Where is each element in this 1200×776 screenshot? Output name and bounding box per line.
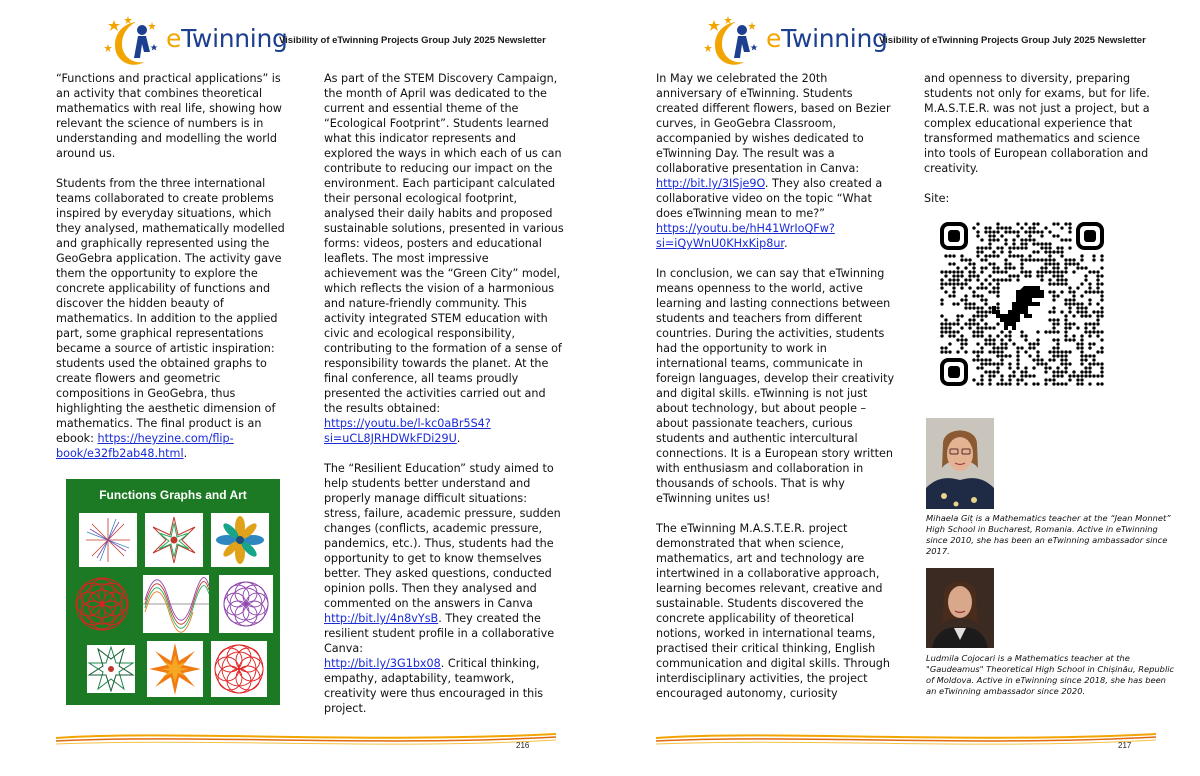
page-header xyxy=(702,12,1182,68)
graph-art-tile xyxy=(145,513,203,567)
paragraph-functions-intro: “Functions and practical applications” is an activity that combines theoretical mathematics with real life, showing how relevant the science of numbers is in understanding and modelling the world around us. xyxy=(56,72,282,160)
graph-art-tile xyxy=(83,641,139,697)
project-site-qr-code[interactable] xyxy=(940,222,1104,386)
right-column-1 xyxy=(656,71,896,716)
qr-finder-center xyxy=(1084,230,1096,242)
paragraph-functions-activity: Students from the three international teams collaborated to create problems inspired by everyday situations, which they analysed, mathematically modelled and graphically represented using the GeoGebra application. The activity gave them the opportunity to explore the concrete applicability of functions and discover the hidden beauty of mathematics. In addition to the applied part, some graphical representations became a source of artistic inspiration: students used the obtained graphs to create flowers and geometric compositions in GeoGebra, thus highlighting the aesthetic dimension of mathematics. The final product is an ebook: https://heyzine.com/flip-book/e32fb2ab48.html. xyxy=(56,177,285,460)
paragraph-conclusion: In conclusion, we can say that eTwinning means openness to the world, active learning and lasting connections between students and teachers from different countries. During the activities, students had the opportunity to work in international teams, communicate in foreign languages, develop their creativity and digital skills. eTwinning is not just about technology, but about people – about passionate teachers, curious students and authentic intercultural connections. It is a European story written with enthusiasm and collaboration in thousands of schools. That is why eTwinning unites us! xyxy=(656,267,895,505)
graph-art-tile xyxy=(211,641,267,697)
canva-answers-link[interactable]: http://bit.ly/4n8vYsB xyxy=(324,612,439,625)
author-caption-mihaela: Mihaela Giț is a Mathematics teacher at the “Jean Monnet” High School in Bucharest, Romania. Active in eTwinning since 2010, she has been an eTwinning ambassador since 2017. xyxy=(926,513,1171,556)
author-photo-ludmila xyxy=(926,568,994,648)
footer-decoration xyxy=(656,728,1156,750)
author-caption-ludmila: Ludmila Cojocari is a Mathematics teacher at the "Gaudeamus" Theoretical High School in Chișinău, Republic of Moldova. Active in eTwinning since 2018, she has been an eTwinning ambassador since 2020. xyxy=(926,653,1175,696)
paragraph-stem-discovery: As part of the STEM Discovery Campaign, the month of April was dedicated to the current and essential theme of the “Ecological Footprint”. Students learned what this indicator represents and explored the ways in which each of us can contribute to reducing our impact on the environment. Each participant calculated their personal ecological footprint, analysed their daily habits and proposed sustainable solutions, presented in various forms: videos, posters and educational leaflets. The most impressive achievement was the “Green City” model, which reflects the vision of a harmonious and nature-friendly community. This activity integrated STEM education with civic and ecological responsibility, contributing to the formation of a sense of responsibility towards the planet. At the final conference, all teams proudly presented the activities carried out and the results obtained: https://youtu.be/l-kc0aBr5S4?si=uCL8JRHDWkFDi29U. xyxy=(324,72,564,445)
newsletter-title: Visibility of eTwinning Projects Group July 2025 Newsletter xyxy=(879,35,1146,46)
left-column-1 xyxy=(56,71,296,476)
paragraph-etwinning-anniversary: In May we celebrated the 20th anniversary of eTwinning. Students created different flowers, based on Bezier curves, in GeoGebra Classroom, accompanied by wishes dedicated to eTwinning Day. The result was a collaborative presentation in Canva: http://bit.ly/3ISje9O. They also created a collaborative video on the topic “What does eTwinning mean to me?” https://youtu.be/hH41WrIoQFw?si=iQyWnU0KHxKip8ur. xyxy=(656,72,891,250)
newsletter-title: Visibility of eTwinning Projects Group July 2025 Newsletter xyxy=(279,35,546,46)
etwinning-logo xyxy=(702,12,888,68)
footer-decoration xyxy=(56,728,556,750)
graph-art-tile xyxy=(73,575,131,633)
graph-art-tile xyxy=(219,575,273,633)
canva-presentation-link[interactable]: http://bit.ly/3ISje9O xyxy=(656,177,765,190)
graph-art-tile xyxy=(211,513,269,567)
graph-art-tile xyxy=(79,513,137,567)
qr-finder-center xyxy=(948,230,960,242)
author-photo-mihaela xyxy=(926,418,994,509)
conference-video-link[interactable]: https://youtu.be/l-kc0aBr5S4?si=uCL8JRHDWkFDi29U xyxy=(324,417,491,445)
page-number: 216 xyxy=(516,741,530,750)
etwinning-logo-icon xyxy=(102,14,162,66)
left-column-2 xyxy=(324,71,564,731)
etwinning-video-link[interactable]: https://youtu.be/hH41WrIoQFw?si=iQyWnU0KHxKip8ur xyxy=(656,222,835,250)
etwinning-logo xyxy=(102,12,288,68)
etwinning-logo-icon xyxy=(702,14,762,66)
paragraph-resilient-education: The “Resilient Education” study aimed to help students better understand and properly manage difficult situations: stress, failure, academic pressure, sudden changes (conflicts, academic pressure, pandemics, etc.). Thus, students had the opportunity to get to know themselves better. They asked questions, conducted opinion polls. Then they analysed and commented on the answers in Canva http://bit.ly/4n8vYsB. They created the resilient student profile in a collaborative Canva: http://bit.ly/3G1bx08. Critical thinking, empathy, adaptability, teamwork, creativity were thus encouraged in this project. xyxy=(324,462,561,715)
page-number: 217 xyxy=(1118,741,1132,750)
right-column-2 xyxy=(924,71,1164,221)
paragraph-master-project: The eTwinning M.A.S.T.E.R. project demonstrated that when science, mathematics, art and technology are intertwined in a collaborative approach, learning becomes relevant, creative and sustainable. Students discovered the concrete applicability of theoretical notions, worked in international teams, practised their critical thinking, English communication and digital skills. Through interdisciplinary activities, the project encouraged autonomy, curiosity xyxy=(656,522,890,700)
canva-profile-link[interactable]: http://bit.ly/3G1bx08 xyxy=(324,657,441,670)
etwinning-logo-text: eTwinning xyxy=(166,24,288,53)
qr-finder-center xyxy=(948,366,960,378)
graph-art-tile xyxy=(147,641,203,697)
functions-graphs-art-poster xyxy=(66,479,280,705)
graph-art-tile xyxy=(143,575,209,633)
right-page xyxy=(600,0,1200,776)
qr-dino-icon xyxy=(992,286,1044,330)
poster-title: Functions Graphs and Art xyxy=(99,488,247,502)
paragraph-master-conclusion: and openness to diversity, preparing students not only for exams, but for life. M.A.S.T.E.R. was not just a project, but a complex educational experience that transformed mathematics and science into tools of European collaboration and creativity. xyxy=(924,72,1150,175)
ebook-link[interactable]: https://heyzine.com/flip-book/e32fb2ab48.html xyxy=(56,432,234,460)
site-label: Site: xyxy=(924,192,950,205)
page-header xyxy=(102,12,582,68)
etwinning-logo-text: eTwinning xyxy=(766,24,888,53)
